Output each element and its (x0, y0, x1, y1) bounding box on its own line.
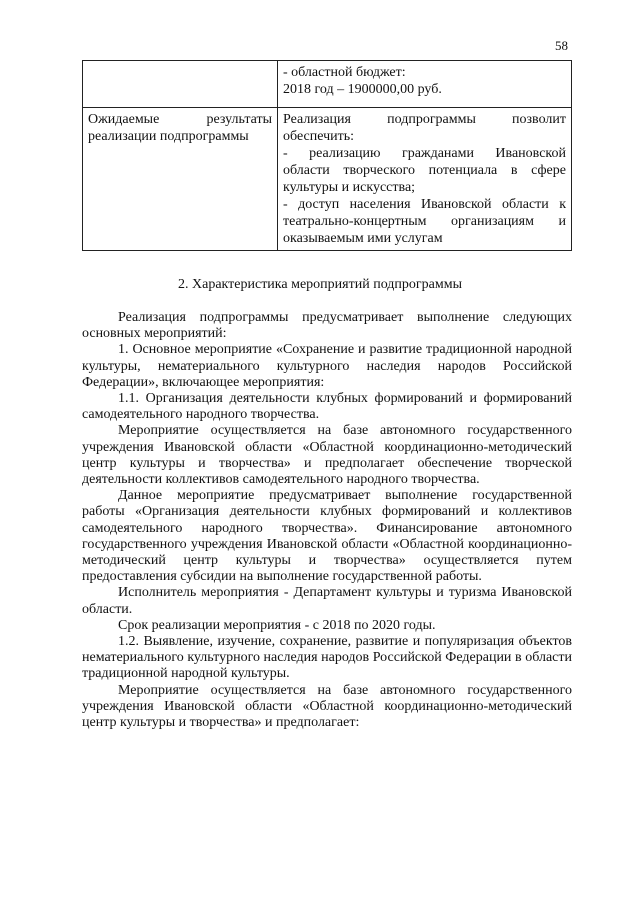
paragraph: Исполнитель мероприятия - Департамент культуры и туризма Ивановской области. (82, 585, 572, 617)
paragraph: Данное мероприятие предусматривает выполнение государственной работы «Организация деятельности клубных формирований и коллективов самодеятельного народного творчества». Финансирование автономного государственного учреждения Ивановской области «Областной координационно-методический центр культуры и творчества» осуществляется путем предоставления субсидии на выполнение государственной работы. (82, 488, 572, 585)
table-row (83, 108, 572, 251)
cell-line: театрально-концертным организациям и (283, 214, 566, 229)
cell-line: - областной бюджет: (283, 65, 406, 80)
section-heading: 2. Характеристика мероприятий подпрограммы (178, 277, 462, 292)
cell-line: - доступ населения Ивановской области к (283, 197, 566, 212)
cell-line: - реализацию гражданами Ивановской (283, 146, 566, 161)
paragraph: Срок реализации мероприятия - с 2018 по 2020 годы. (118, 617, 436, 633)
table-row (83, 61, 572, 108)
cell-line: культуры и искусства; (283, 180, 416, 195)
table-cell-empty (83, 61, 278, 108)
table-cell-budget (278, 61, 572, 108)
paragraph: Мероприятие осуществляется на базе автономного государственного учреждения Ивановской области «Областной координационно-методический центр культуры и творчества» и предполагает: (82, 682, 572, 731)
cell-line: реализации подпрограммы (88, 129, 249, 144)
cell-line: оказываемым ими услугам (283, 231, 443, 246)
cell-line: 2018 год – 1900000,00 руб. (283, 82, 442, 97)
document-body (82, 310, 572, 731)
cell-line: обеспечить: (283, 129, 354, 144)
table-cell-label (83, 108, 278, 251)
paragraph: Мероприятие осуществляется на базе автономного государственного учреждения Ивановской области «Областной координационно-методический центр культуры и творчества» и предполагает обеспечение творческой деятельности коллективов самодеятельного народного творчества. (82, 423, 572, 488)
page-number: 58 (555, 38, 568, 53)
cell-line: Реализация подпрограммы позволит (283, 112, 566, 127)
cell-line: Ожидаемые результаты (88, 112, 272, 127)
table-cell-results (278, 108, 572, 251)
paragraph: 1.2. Выявление, изучение, сохранение, развитие и популяризация объектов нематериального культурного наследия народов Российской Федерации в области традиционной народной культуры. (82, 634, 572, 682)
paragraph: 1.1. Организация деятельности клубных формирований и формирований самодеятельного народного творчества. (82, 391, 572, 423)
cell-line: области творческого потенциала в сфере (283, 163, 566, 178)
paragraph: 1. Основное мероприятие «Сохранение и развитие традиционной народной культуры, нематериального культурного наследия народов Российской Федерации», включающее мероприятия: (82, 342, 572, 390)
paragraph: Реализация подпрограммы предусматривает выполнение следующих основных мероприятий: (82, 310, 572, 342)
budget-table (82, 60, 572, 251)
